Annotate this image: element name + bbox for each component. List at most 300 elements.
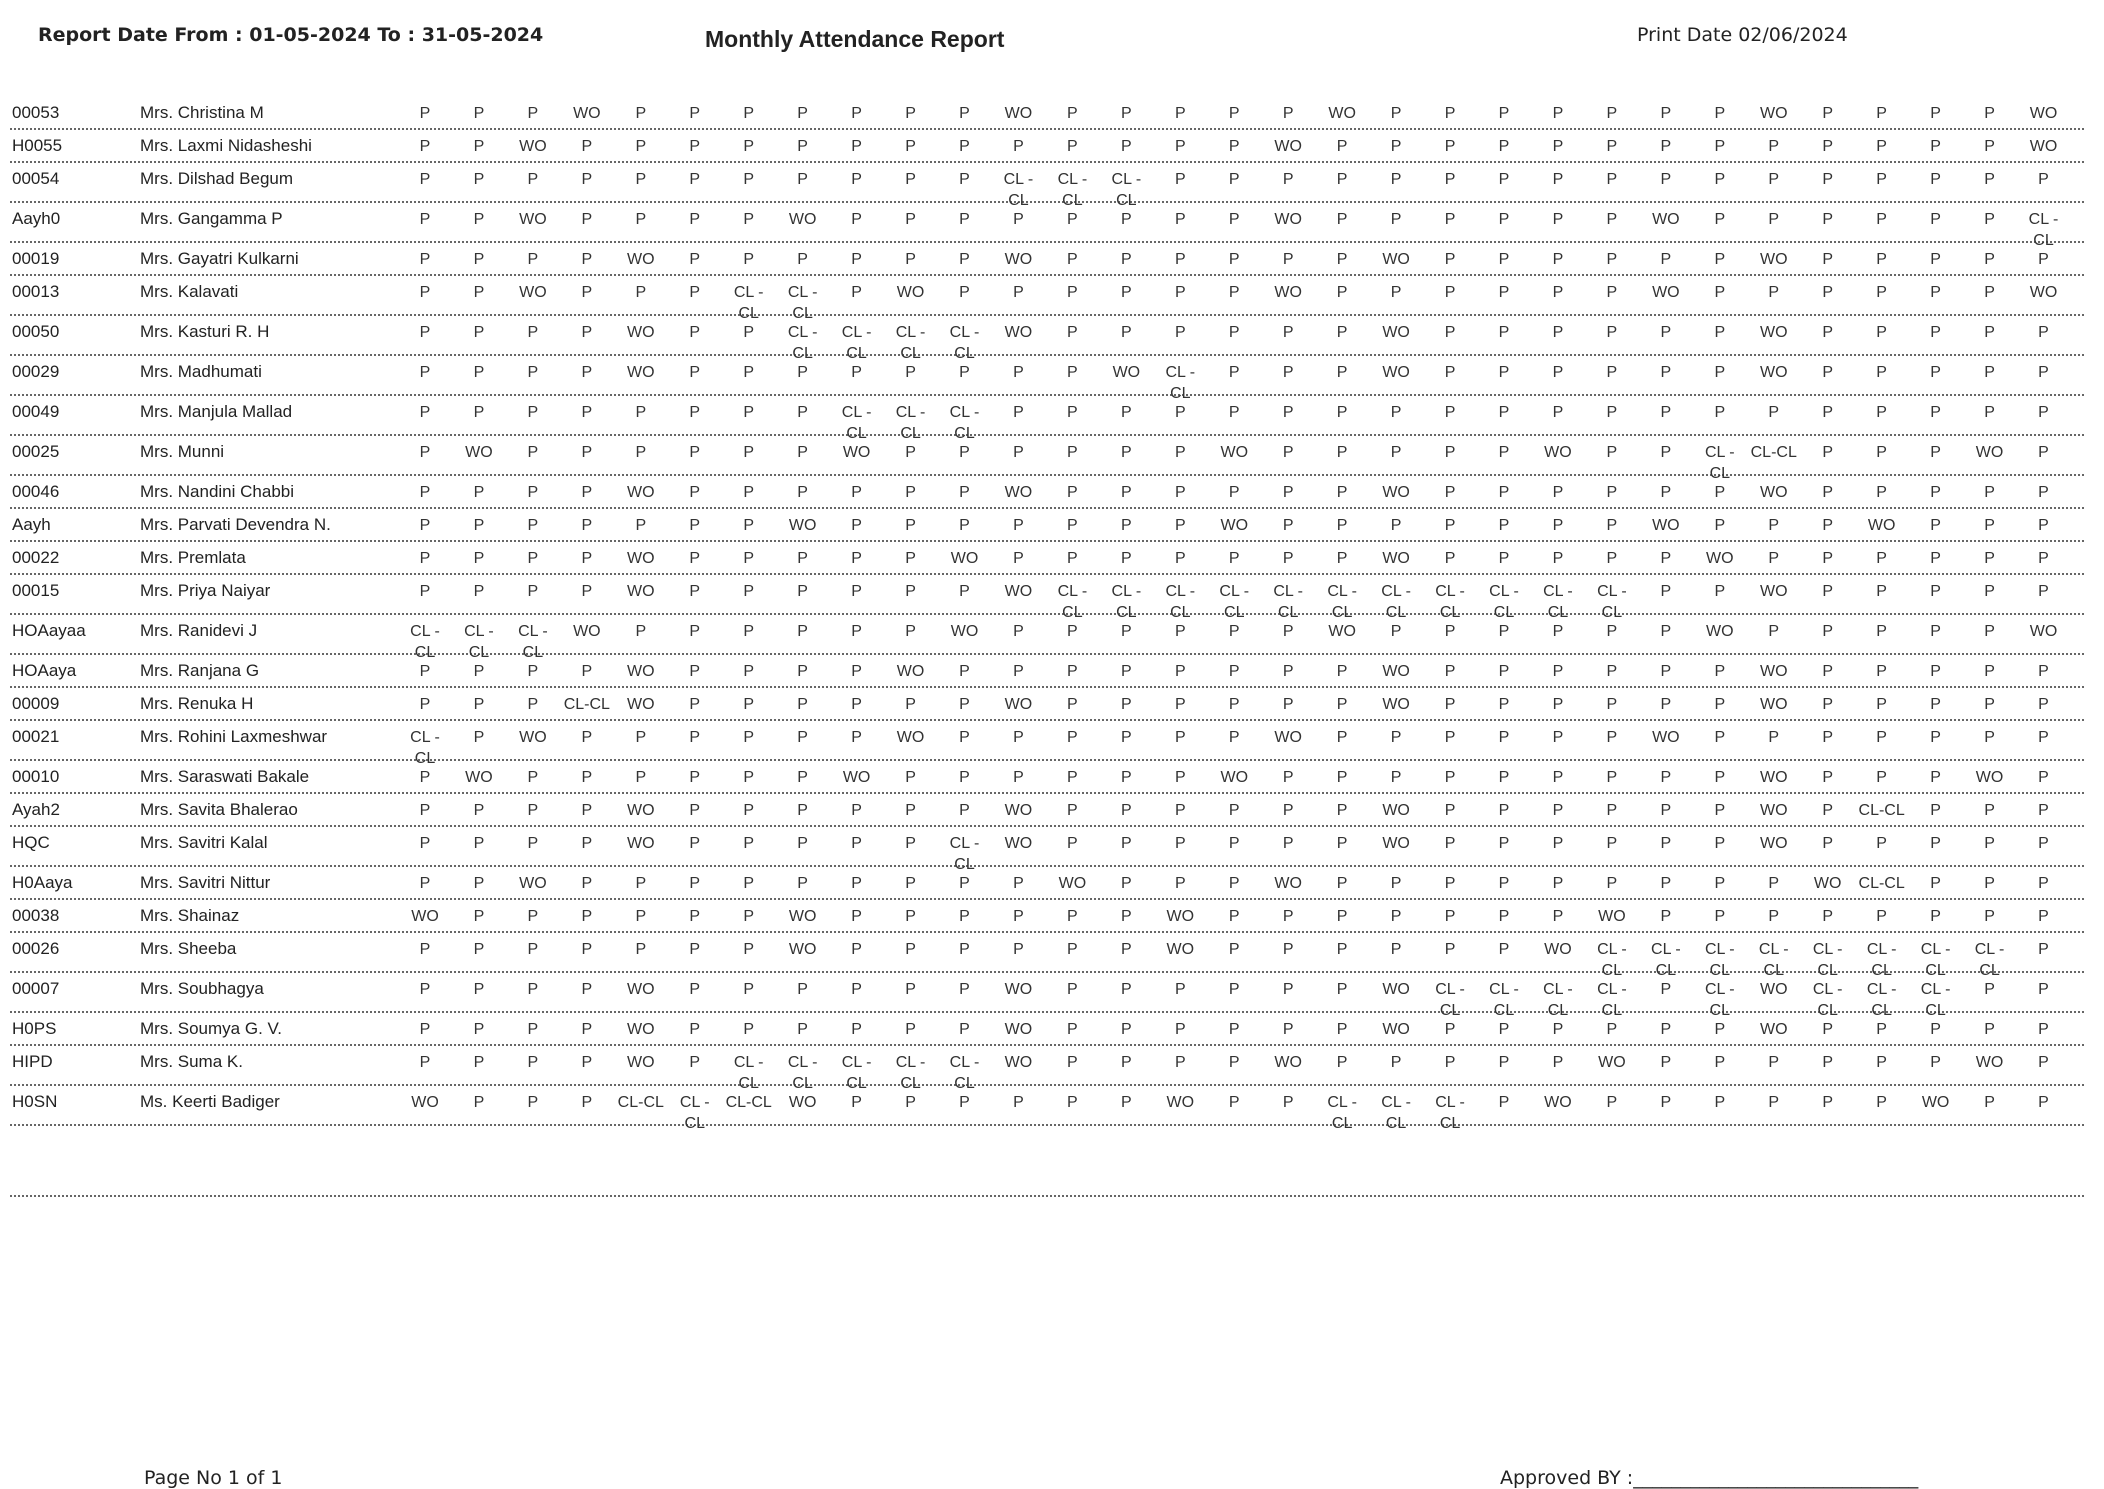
attendance-cell-day-11: WO bbox=[950, 550, 979, 567]
attendance-cell-day-25: P bbox=[1714, 835, 1726, 852]
attendance-cell-day-15: P bbox=[1174, 324, 1186, 341]
attendance-cell-day-30: P bbox=[1984, 105, 1995, 122]
attendance-cell-day-22: P bbox=[1552, 517, 1564, 534]
attendance-cell-day-10: P bbox=[905, 444, 916, 461]
attendance-cell-day-24: P bbox=[1660, 404, 1672, 421]
attendance-cell-day-14: P bbox=[1121, 1021, 1132, 1038]
attendance-cell-day-16: P bbox=[1228, 284, 1240, 301]
attendance-cell-day-19: P bbox=[1390, 171, 1402, 188]
employee-name: Mrs. Christina M bbox=[140, 103, 264, 122]
attendance-cell-day-11: P bbox=[959, 663, 970, 680]
attendance-cell-day-28: P bbox=[1876, 908, 1887, 925]
employee-name: Mrs. Kasturi R. H bbox=[140, 322, 270, 341]
attendance-cell-day-4: P bbox=[581, 875, 593, 892]
attendance-cell-day-20: P bbox=[1444, 1021, 1456, 1038]
attendance-cell-day-12: P bbox=[1013, 550, 1024, 567]
report-title: Monthly Attendance Report bbox=[705, 26, 1005, 52]
attendance-cell-day-4: P bbox=[581, 1054, 593, 1071]
attendance-cell-day-29: P bbox=[1930, 1021, 1941, 1038]
attendance-cell-day-23: P bbox=[1606, 105, 1618, 122]
attendance-cell-day-16: P bbox=[1228, 696, 1240, 713]
attendance-cell-day-8: P bbox=[797, 729, 808, 746]
attendance-cell-day-21: P bbox=[1498, 663, 1510, 680]
attendance-cell-day-19: P bbox=[1390, 517, 1402, 534]
attendance-cell-day-15: P bbox=[1174, 663, 1186, 680]
table-row bbox=[10, 316, 2084, 362]
attendance-cell-day-26: P bbox=[1768, 875, 1780, 892]
attendance-cell-day-11: P bbox=[959, 981, 970, 998]
attendance-cell-day-20: P bbox=[1444, 941, 1456, 958]
attendance-cell-day-17: P bbox=[1282, 696, 1294, 713]
attendance-cell-day-13: P bbox=[1067, 1094, 1078, 1111]
attendance-cell-day-29: P bbox=[1930, 171, 1941, 188]
attendance-cell-day-26: WO bbox=[1759, 324, 1788, 341]
attendance-cell-day-22: P bbox=[1552, 364, 1564, 381]
table-row bbox=[10, 575, 2084, 621]
attendance-cell-day-7: P bbox=[743, 875, 755, 892]
attendance-cell-day-25: P bbox=[1714, 364, 1726, 381]
attendance-cell-day-21: P bbox=[1498, 1094, 1510, 1111]
attendance-cell-day-26: P bbox=[1768, 284, 1780, 301]
attendance-cell-day-13: P bbox=[1067, 211, 1078, 228]
attendance-cell-day-5: WO bbox=[627, 696, 655, 713]
attendance-cell-day-23: CL - CL bbox=[1597, 941, 1627, 979]
employee-name: Mrs. Shainaz bbox=[140, 906, 240, 925]
attendance-cell-day-8: P bbox=[797, 105, 808, 122]
attendance-cell-day-1: WO bbox=[411, 1094, 439, 1111]
attendance-cell-day-27: P bbox=[1822, 284, 1834, 301]
attendance-cell-day-16: WO bbox=[1220, 517, 1249, 534]
attendance-cell-day-3: P bbox=[527, 484, 539, 501]
attendance-cell-day-21: P bbox=[1498, 138, 1510, 155]
attendance-cell-day-7: P bbox=[743, 1021, 755, 1038]
attendance-cell-day-14: P bbox=[1121, 284, 1132, 301]
attendance-cell-day-22: P bbox=[1552, 729, 1564, 746]
attendance-cell-day-21: P bbox=[1498, 908, 1510, 925]
attendance-cell-day-9: P bbox=[851, 284, 862, 301]
attendance-cell-day-13: P bbox=[1067, 1021, 1078, 1038]
attendance-cell-day-20: P bbox=[1444, 908, 1456, 925]
attendance-cell-day-13: P bbox=[1067, 981, 1078, 998]
attendance-cell-day-22: P bbox=[1552, 324, 1564, 341]
employee-name: Mrs. Kalavati bbox=[140, 282, 239, 301]
attendance-cell-day-11: P bbox=[959, 769, 970, 786]
attendance-cell-day-2: P bbox=[473, 802, 485, 819]
attendance-cell-day-3: P bbox=[527, 251, 539, 268]
attendance-cell-day-24: WO bbox=[1652, 211, 1680, 228]
attendance-cell-day-9: P bbox=[851, 835, 862, 852]
attendance-cell-day-24: P bbox=[1660, 908, 1672, 925]
attendance-cell-day-19: P bbox=[1390, 404, 1402, 421]
attendance-cell-day-9: P bbox=[851, 1021, 862, 1038]
attendance-cell-day-19: WO bbox=[1382, 835, 1410, 852]
attendance-cell-day-6: P bbox=[689, 484, 701, 501]
attendance-cell-day-23: P bbox=[1606, 550, 1618, 567]
attendance-cell-day-5: WO bbox=[627, 484, 655, 501]
attendance-cell-day-15: P bbox=[1174, 251, 1186, 268]
attendance-cell-day-8: P bbox=[797, 802, 808, 819]
attendance-cell-day-21: P bbox=[1498, 324, 1510, 341]
attendance-cell-day-14: P bbox=[1121, 1094, 1132, 1111]
attendance-cell-day-4: WO bbox=[573, 623, 601, 640]
attendance-cell-day-6: P bbox=[689, 138, 701, 155]
attendance-cell-day-2: P bbox=[473, 550, 485, 567]
attendance-cell-day-3: P bbox=[527, 444, 539, 461]
employee-code: 00029 bbox=[12, 362, 60, 381]
attendance-cell-day-2: P bbox=[473, 171, 485, 188]
attendance-cell-day-26: WO bbox=[1759, 484, 1788, 501]
attendance-cell-day-10: P bbox=[905, 802, 916, 819]
attendance-cell-day-5: WO bbox=[627, 1021, 655, 1038]
attendance-cell-day-2: P bbox=[473, 404, 485, 421]
attendance-cell-day-17: P bbox=[1282, 517, 1294, 534]
table-row bbox=[10, 794, 2084, 827]
attendance-cell-day-14: P bbox=[1121, 211, 1132, 228]
attendance-cell-day-23: P bbox=[1606, 444, 1618, 461]
attendance-cell-day-3: P bbox=[527, 105, 539, 122]
attendance-cell-day-28: P bbox=[1876, 583, 1887, 600]
attendance-cell-day-9: CL - CL bbox=[841, 1054, 872, 1092]
attendance-cell-day-22: P bbox=[1552, 105, 1564, 122]
attendance-cell-day-28: P bbox=[1876, 171, 1887, 188]
attendance-cell-day-27: P bbox=[1822, 171, 1834, 188]
attendance-cell-day-11: P bbox=[959, 875, 970, 892]
attendance-cell-day-30: P bbox=[1984, 583, 1995, 600]
attendance-cell-day-14: P bbox=[1121, 802, 1132, 819]
attendance-cell-day-10: CL - CL bbox=[895, 404, 926, 442]
attendance-cell-day-23: WO bbox=[1598, 908, 1626, 925]
attendance-cell-day-18: P bbox=[1336, 484, 1348, 501]
attendance-cell-day-16: P bbox=[1228, 802, 1240, 819]
attendance-cell-day-5: P bbox=[635, 138, 647, 155]
attendance-cell-day-2: WO bbox=[465, 444, 493, 461]
attendance-cell-day-26: P bbox=[1768, 1054, 1780, 1071]
attendance-cell-day-12: WO bbox=[1004, 696, 1033, 713]
attendance-cell-day-27: P bbox=[1822, 444, 1834, 461]
attendance-cell-day-30: P bbox=[1984, 484, 1995, 501]
attendance-cell-day-12: WO bbox=[1004, 484, 1033, 501]
attendance-cell-day-24: P bbox=[1660, 663, 1672, 680]
attendance-cell-day-9: P bbox=[851, 517, 862, 534]
employee-name: Mrs. Renuka H bbox=[140, 694, 254, 713]
employee-name: Mrs. Soumya G. V. bbox=[140, 1019, 283, 1038]
attendance-cell-day-29: P bbox=[1930, 696, 1941, 713]
attendance-cell-day-20: P bbox=[1444, 105, 1456, 122]
attendance-cell-day-14: P bbox=[1121, 623, 1132, 640]
attendance-cell-day-23: P bbox=[1606, 663, 1618, 680]
attendance-cell-day-1: P bbox=[419, 211, 431, 228]
attendance-cell-day-24: P bbox=[1660, 105, 1672, 122]
attendance-cell-day-10: P bbox=[905, 364, 916, 381]
attendance-cell-day-10: P bbox=[905, 875, 916, 892]
attendance-cell-day-26: WO bbox=[1759, 105, 1788, 122]
attendance-cell-day-13: P bbox=[1067, 324, 1078, 341]
attendance-cell-day-30: P bbox=[1984, 1021, 1995, 1038]
attendance-cell-day-16: P bbox=[1228, 484, 1240, 501]
attendance-cell-day-11: CL - CL bbox=[949, 1054, 980, 1092]
attendance-cell-day-18: P bbox=[1336, 835, 1348, 852]
attendance-cell-day-23: P bbox=[1606, 484, 1618, 501]
attendance-cell-day-23: P bbox=[1606, 251, 1618, 268]
attendance-cell-day-23: P bbox=[1606, 1021, 1618, 1038]
table-row bbox=[10, 721, 2084, 767]
attendance-cell-day-7: P bbox=[743, 769, 755, 786]
attendance-cell-day-25: P bbox=[1714, 769, 1726, 786]
attendance-cell-day-8: CL - CL bbox=[787, 1054, 818, 1092]
attendance-cell-day-22: P bbox=[1552, 908, 1564, 925]
attendance-cell-day-4: P bbox=[581, 835, 593, 852]
employee-code: 00009 bbox=[12, 694, 60, 713]
attendance-cell-day-10: P bbox=[905, 138, 916, 155]
attendance-cell-day-8: P bbox=[797, 251, 808, 268]
attendance-cell-day-24: P bbox=[1660, 550, 1672, 567]
approved-by-signature-line: Approved BY :______________________________ bbox=[1500, 1467, 1919, 1489]
attendance-cell-day-30: WO bbox=[1975, 444, 2004, 461]
attendance-cell-day-21: P bbox=[1498, 517, 1510, 534]
attendance-cell-day-24: CL - CL bbox=[1651, 941, 1681, 979]
attendance-cell-day-18: P bbox=[1336, 981, 1348, 998]
attendance-cell-day-9: CL - CL bbox=[841, 404, 872, 442]
attendance-cell-day-27: P bbox=[1822, 583, 1834, 600]
attendance-cell-day-25: WO bbox=[1706, 623, 1734, 640]
attendance-cell-day-9: P bbox=[851, 981, 862, 998]
attendance-cell-day-8: P bbox=[797, 484, 808, 501]
attendance-cell-day-15: P bbox=[1174, 171, 1186, 188]
attendance-cell-day-31: P bbox=[2038, 696, 2049, 713]
attendance-cell-day-1: P bbox=[419, 105, 431, 122]
attendance-cell-day-23: P bbox=[1606, 404, 1618, 421]
attendance-cell-day-5: WO bbox=[627, 583, 655, 600]
attendance-cell-day-25: P bbox=[1714, 1094, 1726, 1111]
attendance-cell-day-13: P bbox=[1067, 364, 1078, 381]
attendance-cell-day-14: P bbox=[1121, 324, 1132, 341]
attendance-cell-day-19: P bbox=[1390, 211, 1402, 228]
attendance-cell-day-29: P bbox=[1930, 484, 1941, 501]
attendance-cell-day-1: P bbox=[419, 444, 431, 461]
attendance-cell-day-10: P bbox=[905, 251, 916, 268]
attendance-cell-day-16: P bbox=[1228, 941, 1240, 958]
attendance-cell-day-12: P bbox=[1013, 875, 1024, 892]
attendance-cell-day-18: P bbox=[1336, 1054, 1348, 1071]
attendance-cell-day-31: WO bbox=[2029, 105, 2058, 122]
attendance-cell-day-2: P bbox=[473, 981, 485, 998]
attendance-cell-day-19: WO bbox=[1382, 364, 1410, 381]
attendance-cell-day-19: WO bbox=[1382, 663, 1410, 680]
attendance-cell-day-23: P bbox=[1606, 517, 1618, 534]
attendance-cell-day-5: P bbox=[635, 875, 647, 892]
attendance-cell-day-23: P bbox=[1606, 769, 1618, 786]
attendance-cell-day-24: P bbox=[1660, 364, 1672, 381]
attendance-cell-day-3: P bbox=[527, 769, 539, 786]
attendance-cell-day-16: P bbox=[1228, 663, 1240, 680]
attendance-cell-day-22: CL - CL bbox=[1543, 583, 1573, 621]
attendance-cell-day-18: P bbox=[1336, 941, 1348, 958]
attendance-cell-day-20: P bbox=[1444, 171, 1456, 188]
attendance-cell-day-14: P bbox=[1121, 517, 1132, 534]
attendance-cell-day-6: P bbox=[689, 324, 701, 341]
attendance-cell-day-11: P bbox=[959, 364, 970, 381]
attendance-cell-day-29: P bbox=[1930, 138, 1941, 155]
attendance-cell-day-19: CL - CL bbox=[1381, 1094, 1411, 1132]
attendance-cell-day-16: P bbox=[1228, 835, 1240, 852]
attendance-cell-day-22: P bbox=[1552, 251, 1564, 268]
attendance-cell-day-8: WO bbox=[788, 1094, 817, 1111]
attendance-cell-day-18: CL - CL bbox=[1327, 583, 1357, 621]
attendance-cell-day-2: P bbox=[473, 908, 485, 925]
attendance-cell-day-29: P bbox=[1930, 875, 1941, 892]
table-row bbox=[10, 203, 2084, 249]
attendance-cell-day-31: P bbox=[2038, 583, 2049, 600]
attendance-cell-day-9: P bbox=[851, 729, 862, 746]
attendance-cell-day-15: P bbox=[1174, 404, 1186, 421]
attendance-cell-day-25: P bbox=[1714, 171, 1726, 188]
attendance-cell-day-6: P bbox=[689, 696, 701, 713]
attendance-cell-day-1: P bbox=[419, 835, 431, 852]
attendance-cell-day-12: P bbox=[1013, 1094, 1024, 1111]
attendance-cell-day-20: P bbox=[1444, 517, 1456, 534]
attendance-cell-day-30: WO bbox=[1975, 769, 2004, 786]
attendance-cell-day-18: P bbox=[1336, 663, 1348, 680]
attendance-cell-day-1: P bbox=[419, 517, 431, 534]
attendance-cell-day-30: P bbox=[1984, 404, 1995, 421]
attendance-cell-day-21: P bbox=[1498, 1054, 1510, 1071]
attendance-cell-day-11: P bbox=[959, 729, 970, 746]
attendance-cell-day-26: WO bbox=[1759, 251, 1788, 268]
attendance-cell-day-1: P bbox=[419, 875, 431, 892]
attendance-cell-day-20: CL - CL bbox=[1435, 1094, 1465, 1132]
attendance-cell-day-19: P bbox=[1390, 138, 1402, 155]
attendance-cell-day-13: CL - CL bbox=[1057, 171, 1088, 209]
attendance-cell-day-17: WO bbox=[1274, 138, 1302, 155]
attendance-cell-day-3: P bbox=[527, 663, 539, 680]
attendance-cell-day-13: P bbox=[1067, 484, 1078, 501]
attendance-cell-day-28: P bbox=[1876, 404, 1887, 421]
attendance-cell-day-19: P bbox=[1390, 444, 1402, 461]
employee-name: Mrs. Savita Bhalerao bbox=[140, 800, 298, 819]
attendance-cell-day-31: P bbox=[2038, 1054, 2049, 1071]
attendance-cell-day-11: P bbox=[959, 941, 970, 958]
attendance-cell-day-30: P bbox=[1984, 981, 1995, 998]
attendance-cell-day-24: P bbox=[1660, 251, 1672, 268]
attendance-cell-day-16: WO bbox=[1220, 769, 1249, 786]
attendance-cell-day-13: P bbox=[1067, 284, 1078, 301]
attendance-cell-day-30: P bbox=[1984, 364, 1995, 381]
attendance-cell-day-27: P bbox=[1822, 835, 1834, 852]
attendance-cell-day-30: P bbox=[1984, 729, 1995, 746]
attendance-cell-day-30: P bbox=[1984, 138, 1995, 155]
attendance-cell-day-24: WO bbox=[1652, 729, 1680, 746]
attendance-cell-day-29: P bbox=[1930, 105, 1941, 122]
attendance-cell-day-25: P bbox=[1714, 324, 1726, 341]
attendance-cell-day-9: WO bbox=[842, 769, 871, 786]
attendance-cell-day-14: P bbox=[1121, 484, 1132, 501]
attendance-cell-day-13: P bbox=[1067, 729, 1078, 746]
attendance-cell-day-2: P bbox=[473, 696, 485, 713]
attendance-cell-day-16: P bbox=[1228, 324, 1240, 341]
attendance-cell-day-15: P bbox=[1174, 1021, 1186, 1038]
attendance-cell-day-28: CL-CL bbox=[1858, 802, 1905, 819]
attendance-cell-day-5: CL-CL bbox=[617, 1094, 664, 1111]
attendance-cell-day-16: P bbox=[1228, 404, 1240, 421]
attendance-cell-day-12: P bbox=[1013, 663, 1024, 680]
attendance-cell-day-24: P bbox=[1660, 1021, 1672, 1038]
table-row bbox=[10, 163, 2084, 209]
table-row bbox=[10, 396, 2084, 442]
attendance-cell-day-2: CL - CL bbox=[464, 623, 494, 661]
attendance-cell-day-19: WO bbox=[1382, 251, 1410, 268]
attendance-cell-day-17: WO bbox=[1274, 1054, 1302, 1071]
attendance-cell-day-8: P bbox=[797, 364, 808, 381]
attendance-cell-day-21: CL - CL bbox=[1489, 981, 1519, 1019]
attendance-cell-day-4: WO bbox=[573, 105, 601, 122]
attendance-cell-day-21: P bbox=[1498, 623, 1510, 640]
employee-code: 00007 bbox=[12, 979, 60, 998]
attendance-cell-day-22: P bbox=[1552, 284, 1564, 301]
attendance-cell-day-8: P bbox=[797, 1021, 808, 1038]
attendance-cell-day-4: P bbox=[581, 251, 593, 268]
attendance-cell-day-3: P bbox=[527, 517, 539, 534]
attendance-cell-day-17: P bbox=[1282, 769, 1294, 786]
attendance-cell-day-16: P bbox=[1228, 211, 1240, 228]
attendance-cell-day-8: P bbox=[797, 171, 808, 188]
attendance-cell-day-5: WO bbox=[627, 251, 655, 268]
attendance-cell-day-11: P bbox=[959, 802, 970, 819]
attendance-cell-day-14: P bbox=[1121, 105, 1132, 122]
attendance-cell-day-25: P bbox=[1714, 908, 1726, 925]
attendance-cell-day-11: P bbox=[959, 444, 970, 461]
attendance-cell-day-13: P bbox=[1067, 105, 1078, 122]
table-row bbox=[10, 827, 2084, 873]
attendance-cell-day-28: P bbox=[1876, 324, 1887, 341]
attendance-cell-day-21: P bbox=[1498, 550, 1510, 567]
attendance-cell-day-23: P bbox=[1606, 696, 1618, 713]
attendance-cell-day-7: P bbox=[743, 364, 755, 381]
attendance-cell-day-21: P bbox=[1498, 875, 1510, 892]
attendance-cell-day-16: P bbox=[1228, 171, 1240, 188]
attendance-cell-day-19: P bbox=[1390, 623, 1402, 640]
employee-code: 00049 bbox=[12, 402, 60, 421]
attendance-cell-day-8: P bbox=[797, 981, 808, 998]
attendance-cell-day-31: WO bbox=[2029, 138, 2058, 155]
attendance-cell-day-12: P bbox=[1013, 364, 1024, 381]
attendance-cell-day-12: CL - CL bbox=[1003, 171, 1034, 209]
attendance-cell-day-23: CL - CL bbox=[1597, 981, 1627, 1019]
attendance-cell-day-12: WO bbox=[1004, 1021, 1033, 1038]
attendance-cell-day-17: WO bbox=[1274, 729, 1302, 746]
attendance-cell-day-11: WO bbox=[950, 623, 979, 640]
attendance-cell-day-4: P bbox=[581, 908, 593, 925]
attendance-cell-day-11: CL - CL bbox=[949, 835, 980, 873]
attendance-cell-day-19: P bbox=[1390, 729, 1402, 746]
attendance-cell-day-11: P bbox=[959, 284, 970, 301]
attendance-cell-day-22: WO bbox=[1544, 444, 1572, 461]
attendance-cell-day-21: P bbox=[1498, 404, 1510, 421]
attendance-cell-day-17: CL - CL bbox=[1273, 583, 1303, 621]
attendance-cell-day-28: CL-CL bbox=[1858, 875, 1905, 892]
attendance-cell-day-17: P bbox=[1282, 444, 1294, 461]
attendance-cell-day-28: P bbox=[1876, 1021, 1887, 1038]
employee-name: Mrs. Dilshad Begum bbox=[140, 169, 294, 188]
attendance-cell-day-29: P bbox=[1930, 404, 1941, 421]
employee-name: Mrs. Manjula Mallad bbox=[140, 402, 293, 421]
attendance-cell-day-21: P bbox=[1498, 105, 1510, 122]
attendance-cell-day-11: P bbox=[959, 138, 970, 155]
attendance-cell-day-7: P bbox=[743, 324, 755, 341]
attendance-cell-day-12: P bbox=[1013, 729, 1024, 746]
attendance-cell-day-29: P bbox=[1930, 583, 1941, 600]
attendance-cell-day-28: P bbox=[1876, 729, 1887, 746]
attendance-cell-day-10: P bbox=[905, 550, 916, 567]
